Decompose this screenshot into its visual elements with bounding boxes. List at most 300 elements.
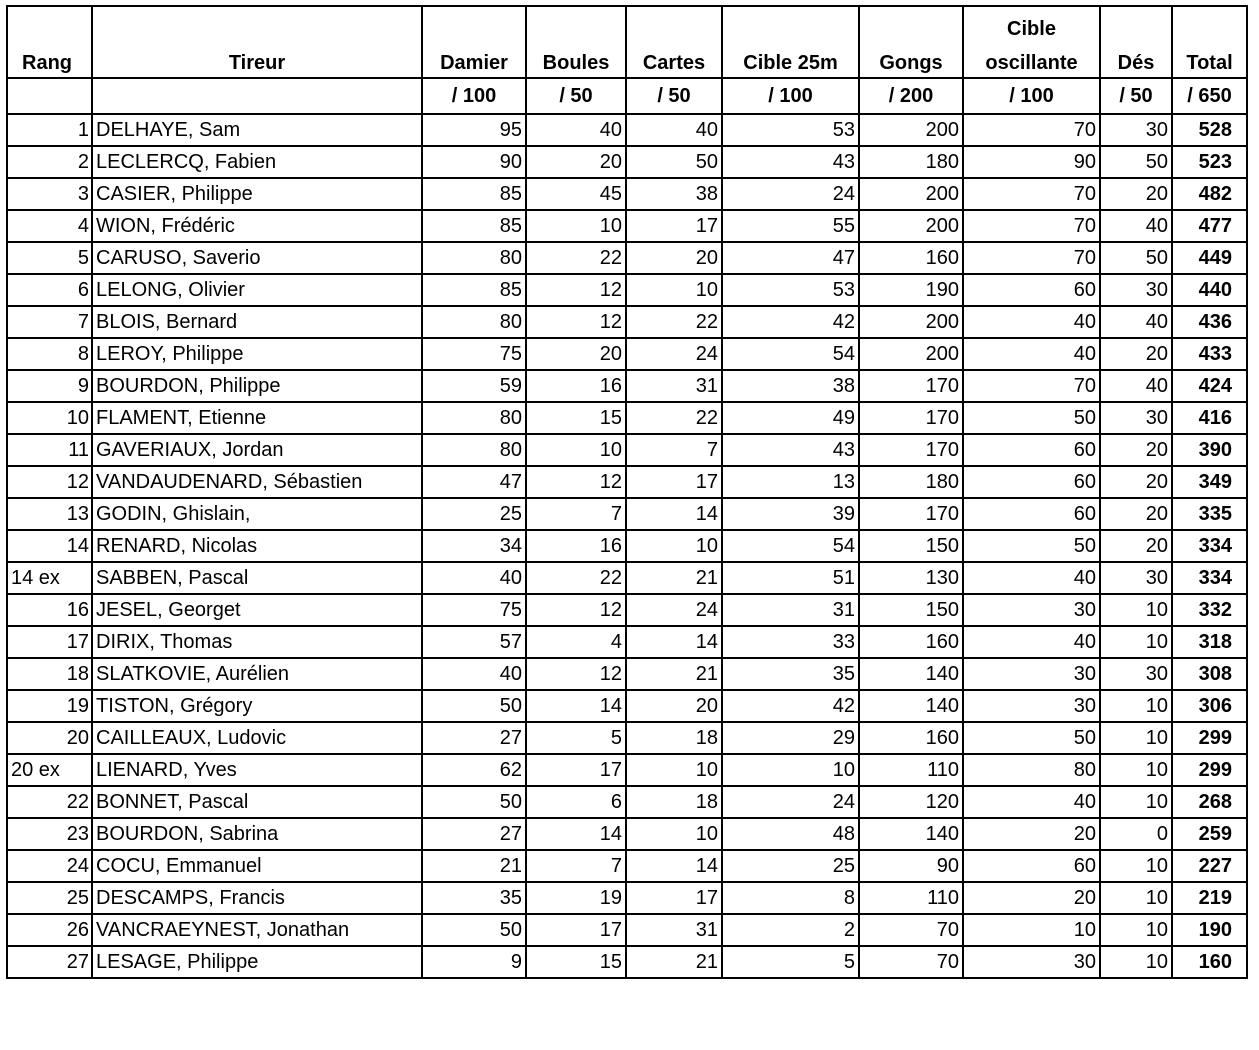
cell-total: 299 [1172,722,1247,754]
cell-des: 10 [1100,786,1172,818]
cell-damier: 75 [422,594,526,626]
cell-tireur: BOURDON, Philippe [92,370,422,402]
cell-cible-25m: 31 [722,594,859,626]
cell-cartes: 10 [626,530,722,562]
cell-damier: 59 [422,370,526,402]
cell-gongs: 200 [859,178,963,210]
cell-cartes: 24 [626,338,722,370]
cell-rang: 1 [7,114,92,146]
cell-cible-oscillante: 50 [963,530,1100,562]
cell-total: 528 [1172,114,1247,146]
cell-total: 308 [1172,658,1247,690]
cell-cartes: 21 [626,658,722,690]
cell-rang: 20 ex [7,754,92,786]
cell-total: 332 [1172,594,1247,626]
cell-tireur: BONNET, Pascal [92,786,422,818]
max-score-row [7,78,1247,114]
cell-tireur: LEROY, Philippe [92,338,422,370]
table-row [7,114,1247,146]
header-cartes: Cartes [626,6,722,78]
cell-cible-25m: 51 [722,562,859,594]
cell-gongs: 160 [859,722,963,754]
cell-gongs: 180 [859,146,963,178]
cell-cartes: 7 [626,434,722,466]
cell-cible-oscillante: 20 [963,818,1100,850]
cell-rang: 23 [7,818,92,850]
cell-cartes: 31 [626,370,722,402]
cell-tireur: BOURDON, Sabrina [92,818,422,850]
cell-tireur: COCU, Emmanuel [92,850,422,882]
cell-cible-oscillante: 30 [963,658,1100,690]
cell-cartes: 20 [626,242,722,274]
cell-rang: 2 [7,146,92,178]
cell-total: 160 [1172,946,1247,978]
table-row [7,498,1247,530]
cell-des: 30 [1100,114,1172,146]
cell-cartes: 17 [626,466,722,498]
cell-cible-oscillante: 10 [963,914,1100,946]
cell-damier: 62 [422,754,526,786]
cell-total: 390 [1172,434,1247,466]
cell-gongs: 170 [859,370,963,402]
cell-damier: 85 [422,178,526,210]
cell-damier: 80 [422,306,526,338]
cell-des: 30 [1100,658,1172,690]
cell-boules: 4 [526,626,626,658]
cell-gongs: 200 [859,338,963,370]
cell-cible-25m: 2 [722,914,859,946]
table-row [7,306,1247,338]
cell-total: 306 [1172,690,1247,722]
cell-boules: 12 [526,274,626,306]
cell-damier: 90 [422,146,526,178]
cell-rang: 24 [7,850,92,882]
cell-cible-25m: 25 [722,850,859,882]
max-boules: / 50 [526,78,626,114]
cell-des: 10 [1100,626,1172,658]
cell-rang: 5 [7,242,92,274]
cell-gongs: 140 [859,690,963,722]
cell-cible-25m: 48 [722,818,859,850]
cell-gongs: 90 [859,850,963,882]
cell-cartes: 10 [626,754,722,786]
cell-cible-oscillante: 60 [963,466,1100,498]
cell-total: 523 [1172,146,1247,178]
cell-des: 10 [1100,722,1172,754]
cell-rang: 7 [7,306,92,338]
table-row [7,242,1247,274]
cell-tireur: BLOIS, Bernard [92,306,422,338]
cell-tireur: GODIN, Ghislain, [92,498,422,530]
cell-boules: 16 [526,530,626,562]
cell-tireur: FLAMENT, Etienne [92,402,422,434]
cell-boules: 16 [526,370,626,402]
cell-des: 50 [1100,242,1172,274]
cell-gongs: 190 [859,274,963,306]
cell-rang: 14 [7,530,92,562]
table-row [7,370,1247,402]
max-des: / 50 [1100,78,1172,114]
cell-boules: 14 [526,690,626,722]
cell-cible-25m: 8 [722,882,859,914]
cell-cible-25m: 39 [722,498,859,530]
cell-cartes: 17 [626,882,722,914]
cell-rang: 13 [7,498,92,530]
cell-cible-25m: 33 [722,626,859,658]
cell-des: 40 [1100,370,1172,402]
cell-des: 20 [1100,434,1172,466]
cell-rang: 3 [7,178,92,210]
cell-cartes: 22 [626,306,722,338]
header-gongs: Gongs [859,6,963,78]
header-boules: Boules [526,6,626,78]
cell-tireur: RENARD, Nicolas [92,530,422,562]
cell-damier: 25 [422,498,526,530]
cell-cible-oscillante: 30 [963,946,1100,978]
cell-tireur: VANCRAEYNEST, Jonathan [92,914,422,946]
cell-cible-oscillante: 90 [963,146,1100,178]
max-tireur-empty [92,78,422,114]
cell-damier: 35 [422,882,526,914]
cell-boules: 12 [526,594,626,626]
cell-cible-oscillante: 40 [963,338,1100,370]
cell-total: 318 [1172,626,1247,658]
cell-cible-25m: 42 [722,690,859,722]
table-row [7,338,1247,370]
header-tireur: Tireur [92,6,422,78]
cell-damier: 40 [422,562,526,594]
cell-des: 40 [1100,306,1172,338]
cell-tireur: DELHAYE, Sam [92,114,422,146]
max-gongs: / 200 [859,78,963,114]
cell-cartes: 40 [626,114,722,146]
cell-cible-oscillante: 40 [963,306,1100,338]
cell-damier: 21 [422,850,526,882]
cell-damier: 95 [422,114,526,146]
cell-cartes: 31 [626,914,722,946]
cell-boules: 5 [526,722,626,754]
cell-damier: 47 [422,466,526,498]
table-row [7,946,1247,978]
table-row [7,850,1247,882]
cell-boules: 15 [526,402,626,434]
cell-boules: 10 [526,434,626,466]
table-row [7,178,1247,210]
cell-rang: 26 [7,914,92,946]
header-cible-oscillante-line1: Cible [1007,18,1056,40]
cell-des: 20 [1100,498,1172,530]
cell-cible-25m: 53 [722,114,859,146]
cell-rang: 18 [7,658,92,690]
cell-tireur: GAVERIAUX, Jordan [92,434,422,466]
table-row [7,210,1247,242]
cell-cartes: 38 [626,178,722,210]
cell-cible-oscillante: 50 [963,722,1100,754]
cell-gongs: 70 [859,914,963,946]
cell-des: 10 [1100,690,1172,722]
cell-gongs: 150 [859,594,963,626]
cell-total: 477 [1172,210,1247,242]
cell-tireur: LELONG, Olivier [92,274,422,306]
table-row [7,786,1247,818]
cell-cible-25m: 35 [722,658,859,690]
cell-rang: 12 [7,466,92,498]
cell-cible-25m: 47 [722,242,859,274]
cell-cartes: 22 [626,402,722,434]
table-row [7,434,1247,466]
cell-cible-oscillante: 40 [963,786,1100,818]
cell-boules: 17 [526,754,626,786]
cell-cartes: 21 [626,562,722,594]
cell-des: 20 [1100,530,1172,562]
cell-cartes: 18 [626,722,722,754]
cell-cible-25m: 29 [722,722,859,754]
cell-cartes: 14 [626,626,722,658]
cell-boules: 12 [526,466,626,498]
header-des: Dés [1100,6,1172,78]
cell-cartes: 21 [626,946,722,978]
cell-gongs: 160 [859,626,963,658]
cell-damier: 85 [422,210,526,242]
cell-des: 30 [1100,402,1172,434]
table-row [7,882,1247,914]
cell-des: 20 [1100,338,1172,370]
cell-total: 440 [1172,274,1247,306]
cell-rang: 6 [7,274,92,306]
cell-total: 424 [1172,370,1247,402]
cell-tireur: SABBEN, Pascal [92,562,422,594]
cell-gongs: 110 [859,754,963,786]
table-row [7,818,1247,850]
cell-gongs: 120 [859,786,963,818]
max-cible-oscillante: / 100 [963,78,1100,114]
table-row [7,754,1247,786]
cell-total: 219 [1172,882,1247,914]
cell-cible-25m: 10 [722,754,859,786]
cell-cible-oscillante: 30 [963,594,1100,626]
cell-boules: 17 [526,914,626,946]
cell-boules: 6 [526,786,626,818]
cell-cartes: 14 [626,498,722,530]
cell-cible-oscillante: 30 [963,690,1100,722]
cell-total: 259 [1172,818,1247,850]
cell-cartes: 10 [626,818,722,850]
max-damier: / 100 [422,78,526,114]
cell-tireur: LESAGE, Philippe [92,946,422,978]
cell-rang: 17 [7,626,92,658]
cell-boules: 15 [526,946,626,978]
cell-damier: 34 [422,530,526,562]
cell-boules: 14 [526,818,626,850]
cell-total: 482 [1172,178,1247,210]
cell-damier: 50 [422,914,526,946]
cell-gongs: 150 [859,530,963,562]
table-row [7,626,1247,658]
cell-gongs: 130 [859,562,963,594]
cell-gongs: 170 [859,498,963,530]
table-row [7,914,1247,946]
cell-rang: 10 [7,402,92,434]
cell-total: 416 [1172,402,1247,434]
cell-cible-oscillante: 60 [963,498,1100,530]
table-row [7,690,1247,722]
cell-tireur: CARUSO, Saverio [92,242,422,274]
cell-tireur: LECLERCQ, Fabien [92,146,422,178]
results-body [7,114,1247,978]
cell-boules: 10 [526,210,626,242]
cell-rang: 27 [7,946,92,978]
cell-gongs: 160 [859,242,963,274]
cell-tireur: DIRIX, Thomas [92,626,422,658]
table-row [7,562,1247,594]
cell-cible-oscillante: 70 [963,242,1100,274]
cell-boules: 12 [526,658,626,690]
header-damier: Damier [422,6,526,78]
cell-cible-25m: 43 [722,146,859,178]
cell-cartes: 20 [626,690,722,722]
header-cible-oscillante [963,6,1100,78]
cell-des: 20 [1100,178,1172,210]
cell-total: 227 [1172,850,1247,882]
cell-gongs: 180 [859,466,963,498]
cell-cible-25m: 5 [722,946,859,978]
cell-tireur: CASIER, Philippe [92,178,422,210]
max-rang-empty [7,78,92,114]
cell-damier: 85 [422,274,526,306]
cell-des: 30 [1100,274,1172,306]
cell-cible-oscillante: 40 [963,626,1100,658]
cell-rang: 20 [7,722,92,754]
cell-cible-oscillante: 60 [963,274,1100,306]
cell-total: 436 [1172,306,1247,338]
cell-total: 334 [1172,530,1247,562]
cell-cible-oscillante: 60 [963,434,1100,466]
cell-gongs: 200 [859,114,963,146]
cell-tireur: LIENARD, Yves [92,754,422,786]
header-cible-oscillante-line2: oscillante [985,52,1078,74]
cell-des: 10 [1100,850,1172,882]
table-row [7,658,1247,690]
cell-des: 20 [1100,466,1172,498]
cell-cible-25m: 43 [722,434,859,466]
cell-total: 190 [1172,914,1247,946]
cell-boules: 22 [526,242,626,274]
cell-cible-oscillante: 70 [963,114,1100,146]
table-row [7,402,1247,434]
cell-des: 10 [1100,754,1172,786]
cell-tireur: TISTON, Grégory [92,690,422,722]
cell-tireur: SLATKOVIE, Aurélien [92,658,422,690]
cell-tireur: JESEL, Georget [92,594,422,626]
table-row [7,274,1247,306]
cell-damier: 40 [422,658,526,690]
cell-gongs: 140 [859,658,963,690]
cell-gongs: 140 [859,818,963,850]
cell-total: 349 [1172,466,1247,498]
cell-cible-oscillante: 40 [963,562,1100,594]
cell-cartes: 50 [626,146,722,178]
cell-boules: 7 [526,850,626,882]
cell-damier: 80 [422,434,526,466]
cell-rang: 4 [7,210,92,242]
cell-gongs: 200 [859,306,963,338]
cell-damier: 50 [422,786,526,818]
cell-des: 30 [1100,562,1172,594]
results-table [6,5,1248,979]
cell-des: 50 [1100,146,1172,178]
header-total: Total [1172,6,1247,78]
cell-rang: 14 ex [7,562,92,594]
cell-rang: 25 [7,882,92,914]
cell-rang: 9 [7,370,92,402]
cell-cartes: 17 [626,210,722,242]
cell-rang: 22 [7,786,92,818]
cell-cible-25m: 54 [722,530,859,562]
cell-total: 335 [1172,498,1247,530]
cell-boules: 22 [526,562,626,594]
cell-damier: 50 [422,690,526,722]
cell-damier: 27 [422,722,526,754]
cell-tireur: VANDAUDENARD, Sébastien [92,466,422,498]
cell-cible-oscillante: 70 [963,178,1100,210]
cell-gongs: 110 [859,882,963,914]
max-cible-25m: / 100 [722,78,859,114]
cell-cible-oscillante: 60 [963,850,1100,882]
cell-boules: 7 [526,498,626,530]
table-row [7,466,1247,498]
cell-cartes: 10 [626,274,722,306]
cell-cible-25m: 54 [722,338,859,370]
cell-cible-oscillante: 50 [963,402,1100,434]
cell-des: 10 [1100,594,1172,626]
cell-des: 0 [1100,818,1172,850]
cell-total: 299 [1172,754,1247,786]
table-row [7,530,1247,562]
cell-cible-25m: 55 [722,210,859,242]
cell-boules: 20 [526,146,626,178]
cell-rang: 8 [7,338,92,370]
cell-damier: 80 [422,242,526,274]
cell-cible-25m: 24 [722,178,859,210]
max-cartes: / 50 [626,78,722,114]
cell-tireur: WION, Frédéric [92,210,422,242]
cell-gongs: 200 [859,210,963,242]
header-cible-25m: Cible 25m [722,6,859,78]
cell-cartes: 24 [626,594,722,626]
cell-gongs: 170 [859,434,963,466]
cell-cartes: 18 [626,786,722,818]
header-rang: Rang [7,6,92,78]
cell-des: 40 [1100,210,1172,242]
cell-rang: 19 [7,690,92,722]
cell-boules: 20 [526,338,626,370]
cell-cible-25m: 13 [722,466,859,498]
cell-rang: 16 [7,594,92,626]
table-row [7,722,1247,754]
cell-cible-25m: 24 [722,786,859,818]
cell-cible-oscillante: 20 [963,882,1100,914]
cell-tireur: CAILLEAUX, Ludovic [92,722,422,754]
cell-total: 433 [1172,338,1247,370]
cell-gongs: 170 [859,402,963,434]
cell-total: 449 [1172,242,1247,274]
cell-gongs: 70 [859,946,963,978]
cell-boules: 12 [526,306,626,338]
cell-tireur: DESCAMPS, Francis [92,882,422,914]
table-row [7,594,1247,626]
cell-des: 10 [1100,914,1172,946]
cell-cible-25m: 53 [722,274,859,306]
